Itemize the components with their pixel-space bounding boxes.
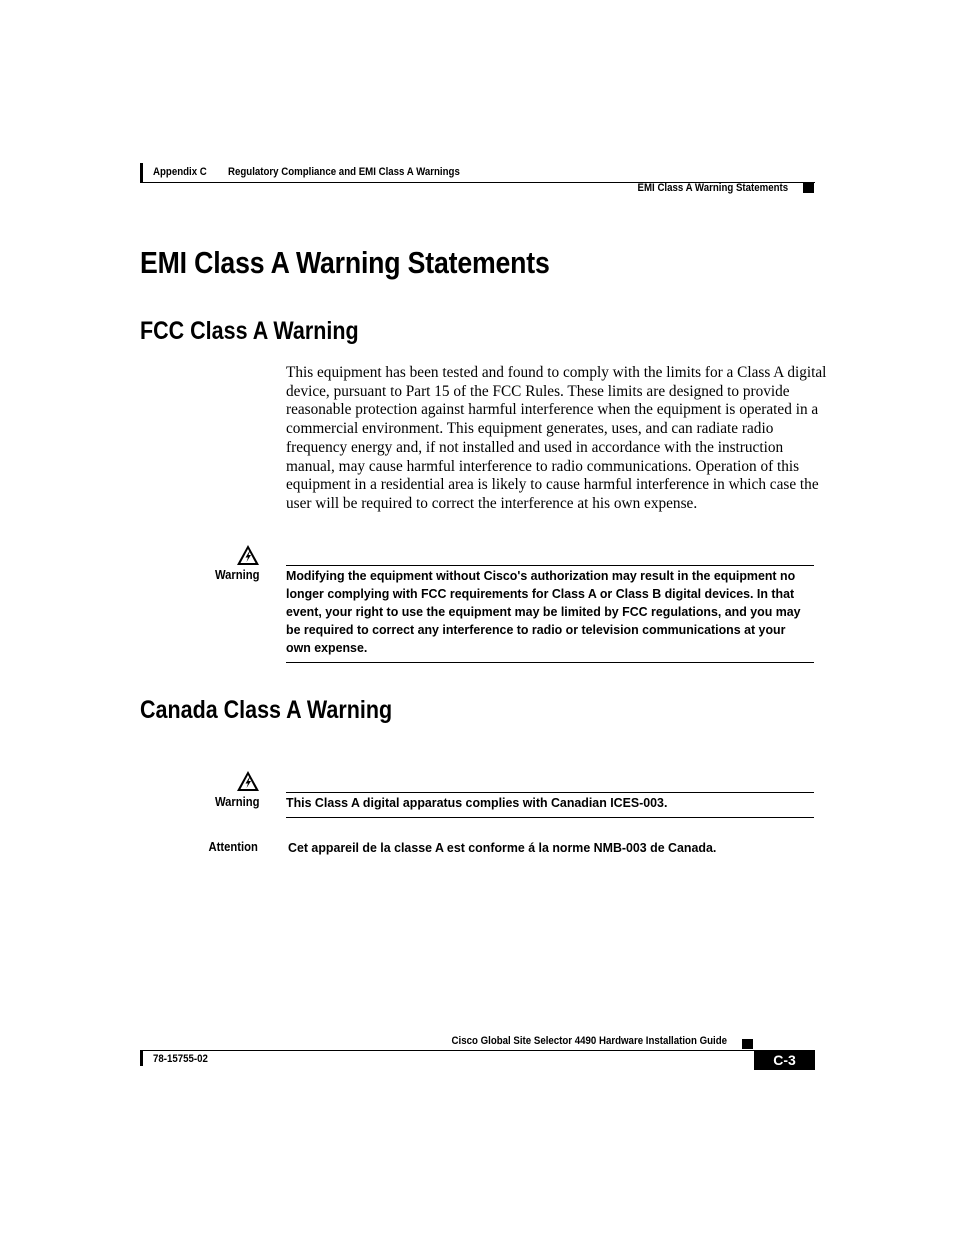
canada-warning-bottom-rule [286,817,814,818]
footer-doc-number: 78-15755-02 [153,1053,208,1065]
footer-left-bar [140,1050,143,1066]
header-section-title: EMI Class A Warning Statements [637,182,788,194]
fcc-warning-icon-wrap [236,544,260,571]
page-number: C-3 [773,1052,796,1068]
warning-icon [236,770,260,792]
header-chapter-title: Regulatory Compliance and EMI Class A Warnings [228,166,460,178]
fcc-warning-text: Modifying the equipment without Cisco's authorization may result in the equipment no longer complying with FCC requirements for Class A or Class B digital devices. In that event, your right to use the equipment may be limited by FCC regulations, and you may be required to correct any interference to radio or television communications at your own expense. [286,568,801,655]
canada-warning-icon-wrap [236,770,260,797]
footer-marker [742,1039,753,1049]
footer-guide-title: Cisco Global Site Selector 4490 Hardware Installation Guide [451,1035,727,1047]
footer-rule [140,1050,815,1051]
fcc-warning-label: Warning [215,568,260,582]
header-left-bar [140,163,143,183]
canada-warning-text: This Class A digital apparatus complies with Canadian ICES-003. [286,795,668,810]
canada-attention-text: Cet appareil de la classe A est conforme á la norme NMB-003 de Canada. [288,840,717,855]
header-marker [803,183,814,193]
canada-heading: Canada Class A Warning [140,696,393,724]
page-number-box [754,1050,815,1070]
fcc-warning-top-rule [286,565,814,566]
header-appendix: Appendix C [153,166,207,178]
page-title: EMI Class A Warning Statements [140,245,550,280]
canada-warning-label: Warning [215,795,260,809]
fcc-heading: FCC Class A Warning [140,317,359,345]
warning-icon [236,544,260,566]
fcc-warning-bottom-rule [286,662,814,663]
canada-warning-top-rule [286,792,814,793]
canada-attention-label: Attention [208,840,258,854]
fcc-paragraph: This equipment has been tested and found to comply with the limits for a Class A digital device, pursuant to Part 15 of the FCC Rules. These limits are designed to provide reasonable protection against harmful interference when the equipment is operated in a commercial environment. This equipment generates, uses, and can radiate radio frequency energy and, if not installed and used in accordance with the instruction manual, may cause harmful interference to radio communications. Operation of this equipment in a residential area is likely to cause harmful interference in which case the user will be required to correct the interference at his own expense. [286,364,827,512]
